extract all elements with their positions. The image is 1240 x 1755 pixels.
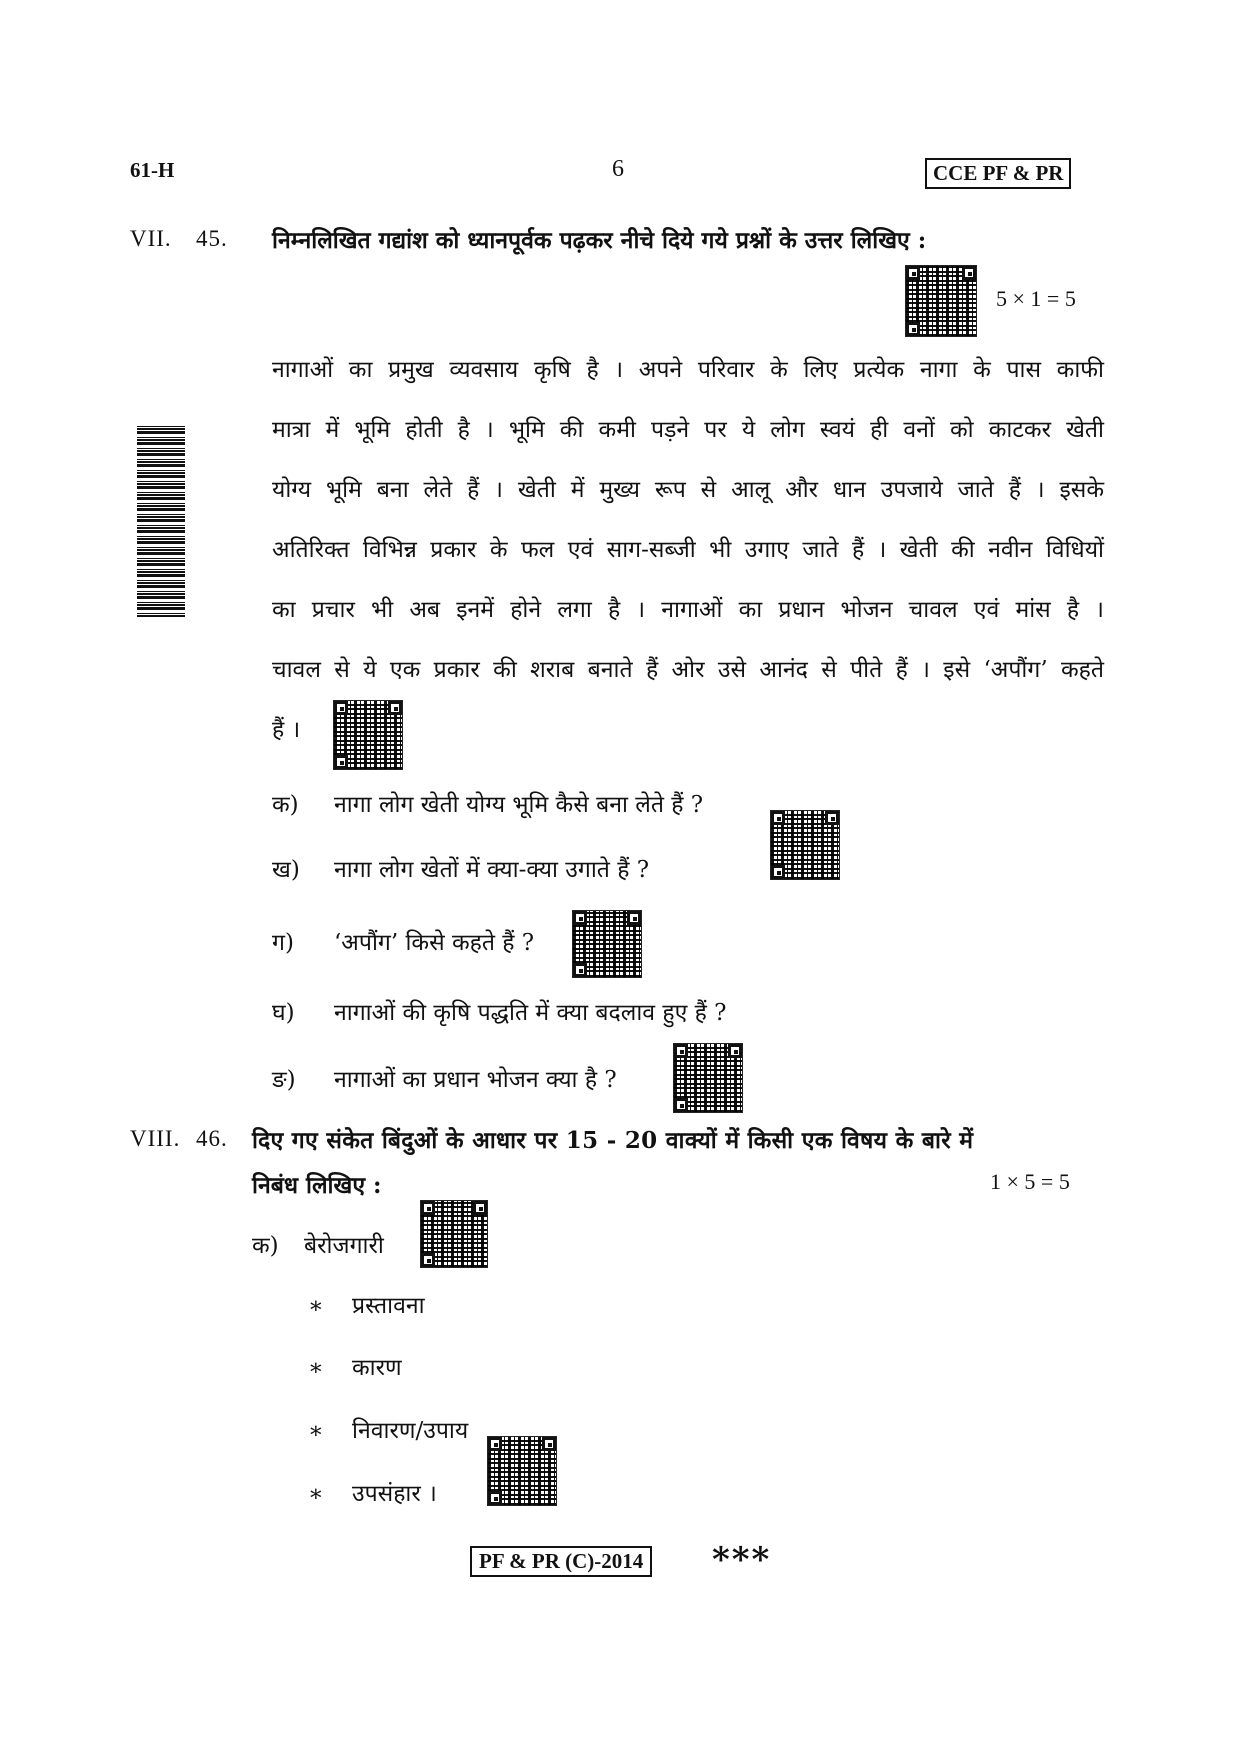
footer-code-box: PF & PR (C)-2014 <box>470 1546 652 1577</box>
bullet-icon: ∗ <box>308 1481 324 1507</box>
section-number-vii: VII. <box>130 226 172 251</box>
subquestion-label: घ) <box>272 1000 295 1026</box>
question-number-46: 46. <box>196 1126 228 1151</box>
essay-point <box>308 1476 437 1508</box>
subquestion-text: नागा लोग खेती योग्य भूमि कैसे बना लेते हैं ? <box>334 792 704 818</box>
q45-subquestion-nga <box>272 1062 617 1094</box>
question-number-45: 45. <box>196 226 228 251</box>
q45-subquestion-ka <box>272 787 703 819</box>
subquestion-text: नागाओं की कृषि पद्धति में क्या बदलाव हुए हैं ? <box>334 1000 727 1026</box>
essay-point <box>308 1350 402 1382</box>
q45-subquestion-kha <box>272 852 649 884</box>
subquestion-label: ग) <box>272 930 294 956</box>
qr-code-icon <box>905 265 977 337</box>
q46-instruction-line2: निबंध लिखिए : <box>252 1172 382 1199</box>
essay-point <box>308 1413 468 1445</box>
paper-code: 61-H <box>130 158 175 182</box>
topic-label: क) <box>252 1233 279 1259</box>
page-number: 6 <box>612 156 624 182</box>
qr-code-icon <box>487 1436 557 1506</box>
bullet-icon: ∗ <box>308 1293 324 1319</box>
essay-point-text: कारण <box>352 1355 402 1381</box>
passage-line: मात्रा में भूमि होती है । भूमि की कमी पड़ने पर ये लोग स्वयं ही वनों को काटकर खेती <box>272 417 1104 443</box>
passage-line: का प्रचार भी अब इनमें होने लगा है । नागाओं का प्रधान भोजन चावल एवं मांस है । <box>272 597 1104 623</box>
q46-topic <box>252 1228 384 1260</box>
essay-point-text: उपसंहार । <box>352 1481 437 1507</box>
q45-marks: 5 × 1 = 5 <box>996 286 1076 311</box>
q45-subquestion-ga <box>272 925 534 957</box>
q46-marks: 1 × 5 = 5 <box>990 1169 1070 1194</box>
qr-code-icon <box>770 810 840 880</box>
subquestion-text: नागा लोग खेतों में क्या-क्या उगाते हैं ? <box>334 857 650 883</box>
q45-subquestion-gha <box>272 995 727 1027</box>
qr-code-icon <box>572 910 642 978</box>
subquestion-label: ख) <box>272 857 300 883</box>
subquestion-text: नागाओं का प्रधान भोजन क्या है ? <box>334 1067 617 1093</box>
essay-point-text: निवारण/उपाय <box>352 1418 469 1444</box>
passage-line: चावल से ये एक प्रकार की शराब बनाते हैं ओर उसे आनंद से पीते हैं । इसे ‘अपौंग’ कहते <box>272 657 1104 683</box>
passage-line: योग्य भूमि बना लेते हैं । खेती में मुख्य रूप से आलू और धान उपजाये जाते हैं । इसके <box>272 477 1104 503</box>
essay-point <box>308 1288 425 1320</box>
qr-code-icon <box>333 700 403 770</box>
exam-code-box: CCE PF & PR <box>925 158 1071 189</box>
topic-title: बेरोजगारी <box>304 1233 384 1259</box>
subquestion-text: ‘अपौंग’ किसे कहते हैं ? <box>334 930 535 956</box>
bullet-icon: ∗ <box>308 1418 324 1444</box>
q45-passage <box>272 340 1104 760</box>
q45-instruction: निम्नलिखित गद्यांश को ध्यानपूर्वक पढ़कर नीचे दिये गये प्रश्नों के उत्तर लिखिए : <box>272 227 927 254</box>
passage-line: अतिरिक्त विभिन्न प्रकार के फल एवं साग-सब्जी भी उगाए जाते हैं । खेती की नवीन विधियों <box>272 537 1104 563</box>
barcode-image <box>137 425 185 617</box>
subquestion-label: क) <box>272 792 299 818</box>
subquestion-label: ङ) <box>272 1067 296 1093</box>
qr-code-icon <box>673 1043 743 1113</box>
qr-code-icon <box>420 1200 488 1268</box>
end-stars: *** <box>712 1540 772 1580</box>
bullet-icon: ∗ <box>308 1355 324 1381</box>
essay-point-text: प्रस्तावना <box>352 1293 425 1319</box>
section-number-viii: VIII. <box>130 1126 181 1151</box>
passage-line: नागाओं का प्रमुख व्यवसाय कृषि है । अपने परिवार के लिए प्रत्येक नागा के पास काफी <box>272 357 1104 383</box>
passage-line: हैं । <box>272 717 301 743</box>
q46-instruction-line1: दिए गए संकेत बिंदुओं के आधार पर 15 - 20 वाक्यों में किसी एक विषय के बारे में <box>252 1127 974 1154</box>
